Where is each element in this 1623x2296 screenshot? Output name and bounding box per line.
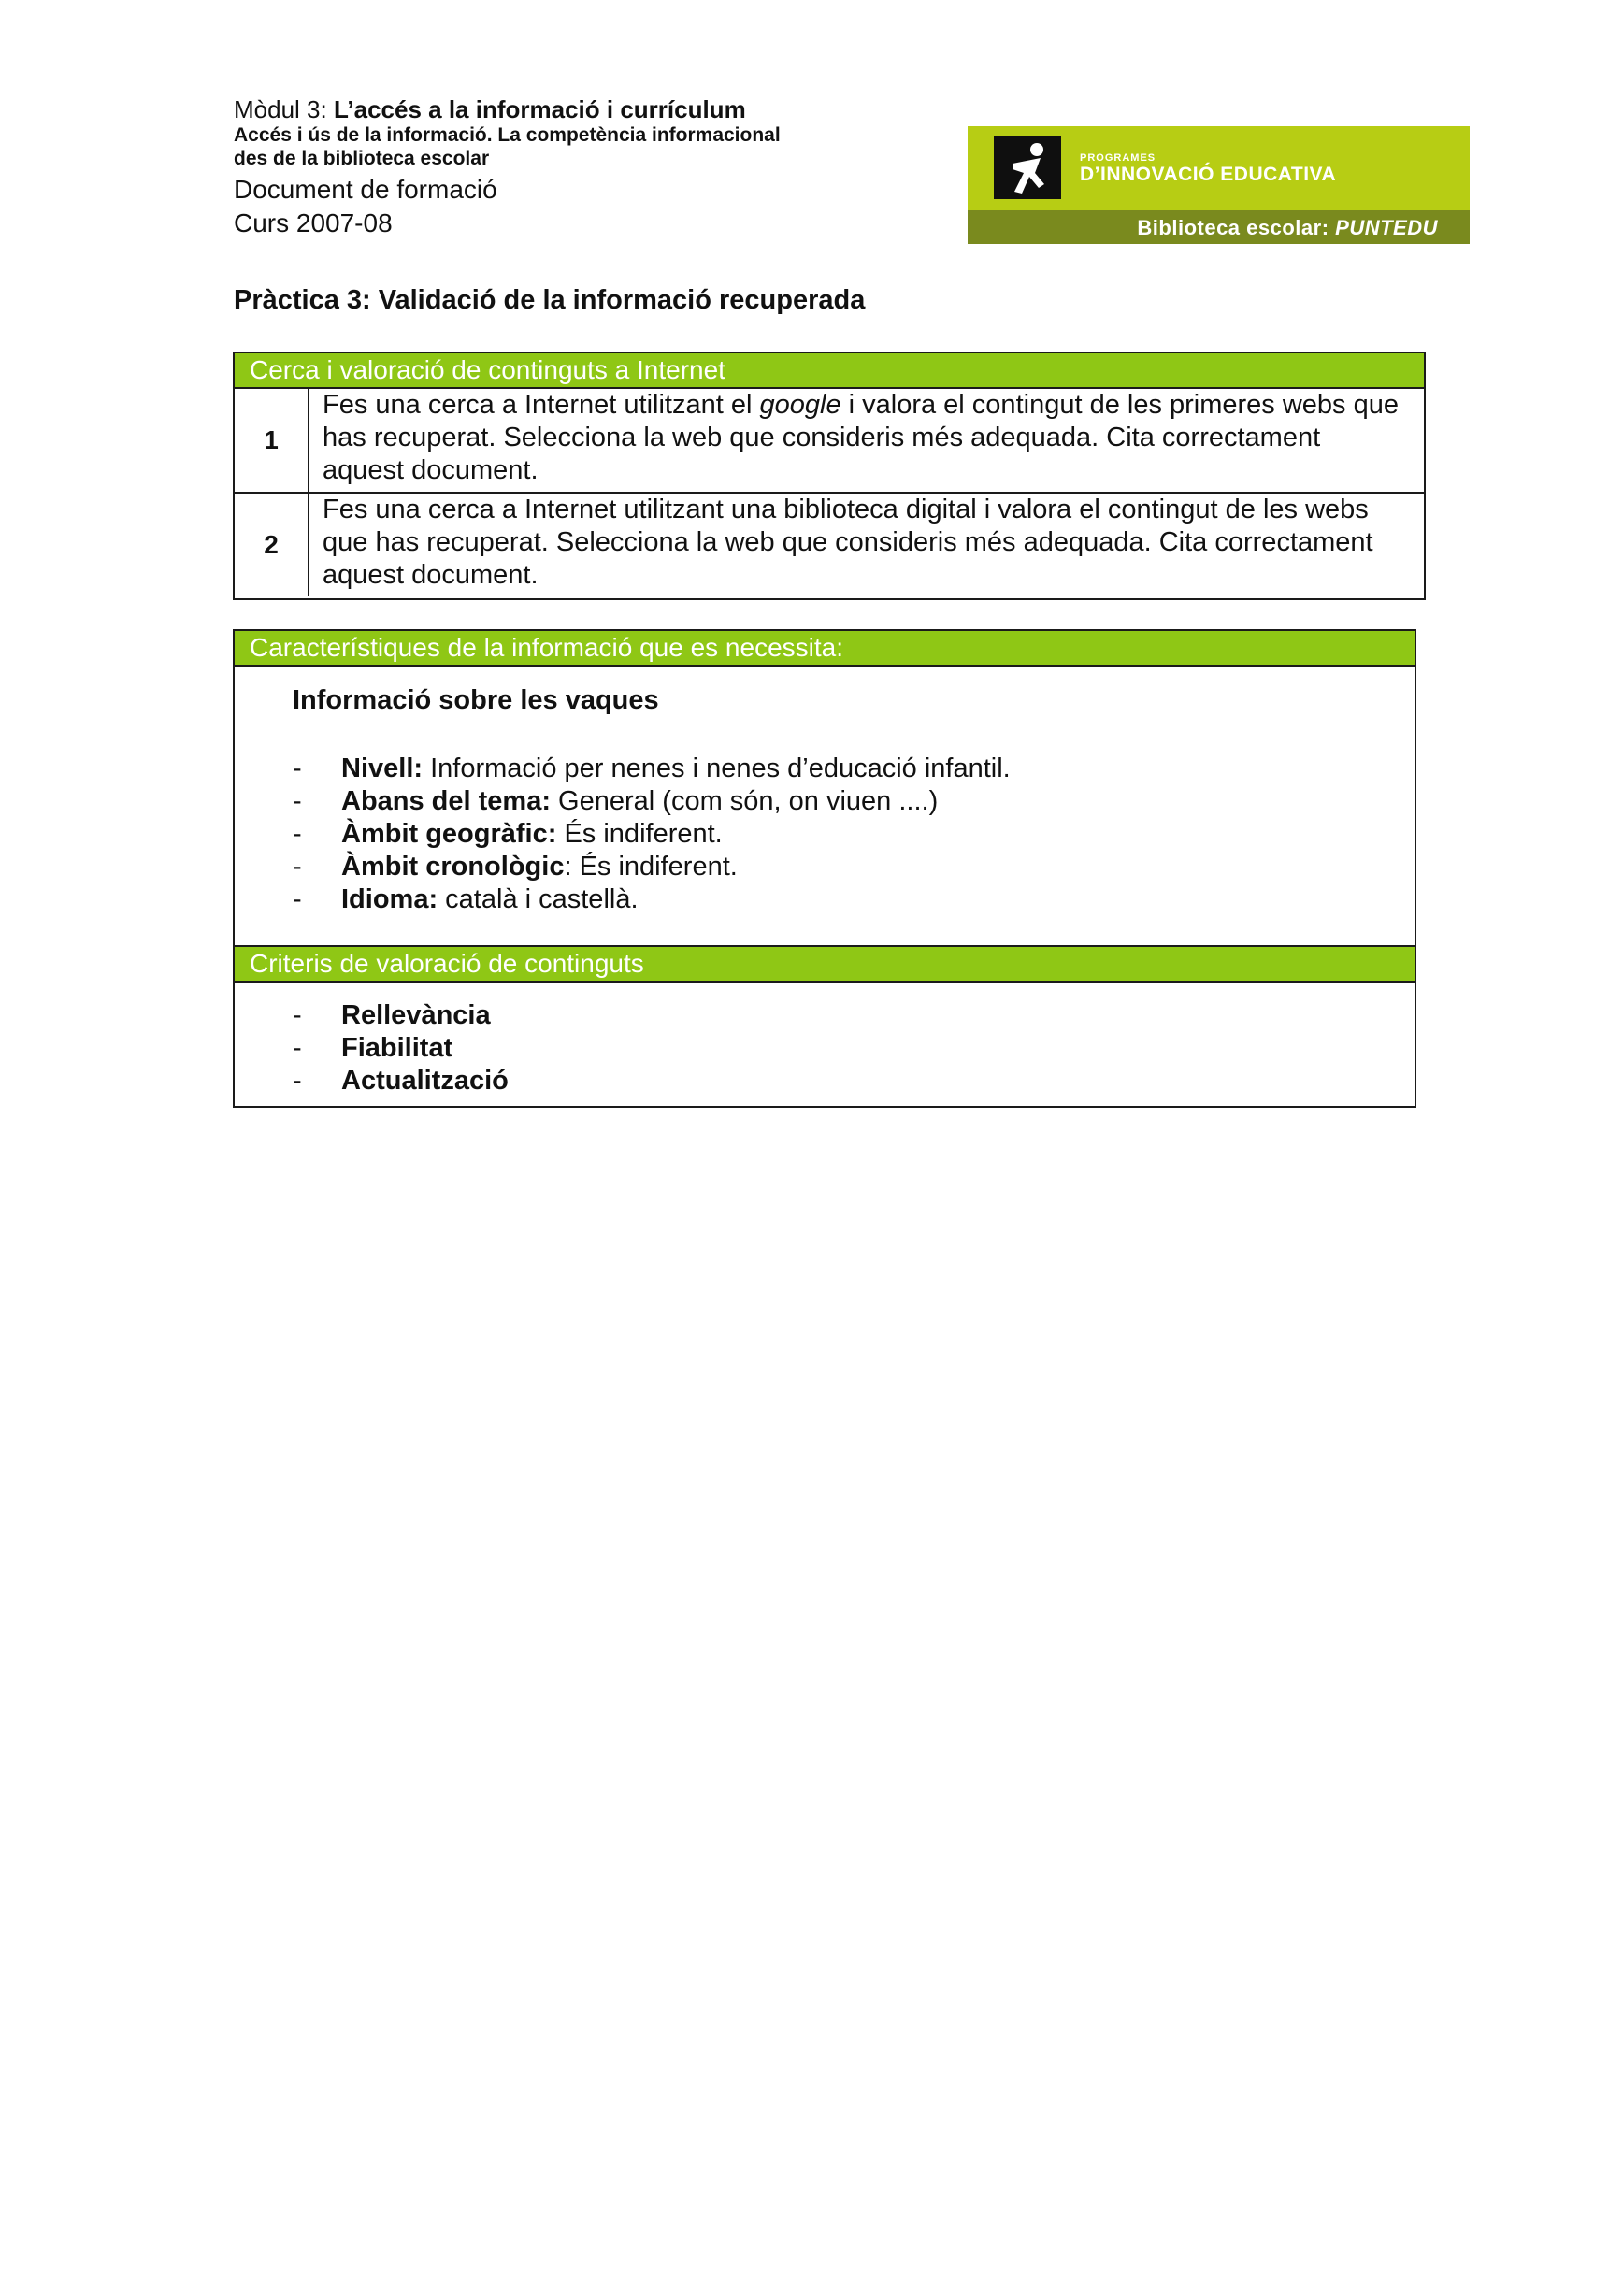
list-item (293, 999, 1368, 1032)
document-header (234, 95, 888, 240)
programes-innovacio-logo (968, 126, 1470, 244)
dash: - (293, 1000, 302, 1030)
logo-sub-text (1137, 216, 1438, 240)
course: Curs 2007-08 (234, 208, 393, 237)
item-label: Abans del tema: (341, 786, 551, 816)
row-text-part: Fes una cerca a Internet utilitzant el (323, 390, 760, 420)
logo-sub-prefix: Biblioteca escolar: (1137, 216, 1336, 239)
item-label: Àmbit cronològic (341, 852, 565, 882)
criterion: Rellevància (341, 1000, 491, 1030)
subheading: Informació sobre les vaques (293, 685, 659, 715)
information-characteristics-table (233, 629, 1416, 1108)
row-text-part: i valora el contingut de les primeres webs que has recuperat. Selecciona la web que consideris més adequada. Cita correctament aquest document. (323, 390, 1400, 485)
list-item (293, 1032, 1368, 1065)
search-evaluation-table (233, 352, 1426, 600)
row-text: Fes una cerca a Internet utilitzant una biblioteca digital i valora el contingut de les webs que has recuperat. Selecciona la web que consideris més adequada. Cita correctament aquest document. (323, 495, 1373, 590)
module-title: L’accés a la informació i currículum (333, 95, 746, 123)
logo-main-text: D’INNOVACIÓ EDUCATIVA (1080, 164, 1337, 185)
criteria-list (293, 999, 1368, 1098)
table1-header: Cerca i valoració de continguts a Internet (235, 353, 1424, 389)
item-value: : És indiferent. (564, 852, 738, 882)
item-value: català i castellà. (438, 884, 639, 914)
table-row (235, 389, 1424, 494)
criterion: Fiabilitat (341, 1033, 453, 1063)
row-number: 2 (235, 494, 309, 596)
dash: - (293, 753, 302, 783)
item-label: Idioma: (341, 884, 438, 914)
criterion: Actualització (341, 1066, 509, 1096)
row-number: 1 (235, 389, 309, 492)
row-text-emph: google (759, 390, 841, 420)
list-item (293, 785, 1368, 818)
table-row (235, 494, 1424, 596)
module-line (234, 95, 888, 123)
list-item (293, 1065, 1368, 1098)
practice-title: Pràctica 3: Validació de la informació recuperada (234, 285, 866, 315)
module-prefix: Mòdul 3: (234, 95, 334, 123)
row-text (323, 389, 1407, 487)
list-item (293, 851, 1368, 883)
dash: - (293, 852, 302, 882)
dash: - (293, 1066, 302, 1096)
item-value: Informació per nenes i nenes d’educació infantil. (423, 753, 1011, 783)
characteristics-list (293, 753, 1368, 916)
item-label: Nivell: (341, 753, 424, 783)
logo-sub-emph: PUNTEDU (1335, 216, 1438, 239)
subtitle-line-1: Accés i ús de la informació. La competència informacional (234, 124, 781, 146)
section1-header: Característiques de la informació que es necessita: (235, 631, 1415, 667)
list-item (293, 818, 1368, 851)
section2-header: Criteris de valoració de continguts (235, 945, 1415, 983)
list-item (293, 753, 1368, 785)
running-figure-icon (994, 136, 1061, 199)
dash: - (293, 819, 302, 849)
doc-type: Document de formació (234, 175, 497, 204)
list-item (293, 883, 1368, 916)
item-label: Àmbit geogràfic: (341, 819, 557, 849)
dash: - (293, 884, 302, 914)
item-value: És indiferent. (556, 819, 723, 849)
section1-body (235, 667, 1415, 945)
subtitle-line-2: des de la biblioteca escolar (234, 148, 490, 169)
item-value: General (com són, on viuen ....) (551, 786, 939, 816)
dash: - (293, 1033, 302, 1063)
dash: - (293, 786, 302, 816)
section2-body (235, 983, 1415, 1106)
logo-small-text: PROGRAMES (1080, 152, 1156, 164)
